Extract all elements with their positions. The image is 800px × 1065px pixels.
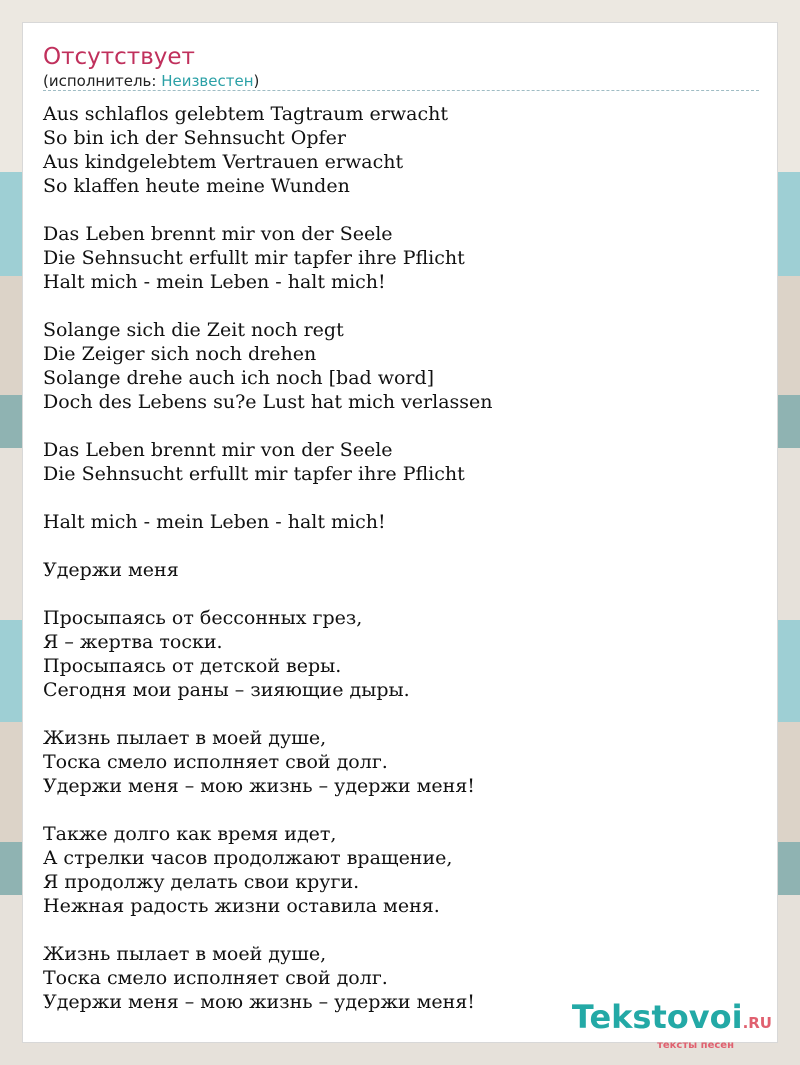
lyrics-text [43,102,759,1014]
lyric-line: Solange drehe auch ich noch [bad word] [43,367,435,389]
lyric-line: Удержи меня – мою жизнь – удержи меня! [43,991,475,1013]
lyrics-card [22,22,778,1043]
lyric-line: Aus kindgelebtem Vertrauen erwacht [43,151,404,173]
lyric-line: Просыпаясь от детской веры. [43,655,342,677]
lyric-line: А стрелки часов продолжают вращение, [43,847,453,869]
stanza-break [43,582,759,606]
lyric-line: Die Sehnsucht erfullt mir tapfer ihre Pflicht [43,247,465,269]
lyric-line: Удержи меня [43,559,179,581]
lyric-line: Жизнь пылает в моей душе, [43,943,327,965]
lyric-line: So klaffen heute meine Wunden [43,175,350,197]
stanza-break [43,294,759,318]
artist-link[interactable]: Неизвестен [161,72,254,90]
stanza-break [43,918,759,942]
stanza-break [43,486,759,510]
lyric-line: Das Leben brennt mir von der Seele [43,223,393,245]
lyric-line: Aus schlaflos gelebtem Tagtraum erwacht [43,103,448,125]
title-divider [43,90,759,91]
lyric-line: Die Sehnsucht erfullt mir tapfer ihre Pflicht [43,463,465,485]
lyric-line: Я – жертва тоски. [43,631,223,653]
lyric-line: Das Leben brennt mir von der Seele [43,439,393,461]
lyric-line: Просыпаясь от бессонных грез, [43,607,363,629]
site-logo[interactable] [572,1000,772,1051]
lyric-line: Тоска смело исполняет свой долг. [43,967,388,989]
logo-tld: .RU [742,1014,772,1032]
lyric-line: Halt mich - mein Leben - halt mich! [43,511,386,533]
lyric-line: Жизнь пылает в моей душе, [43,727,327,749]
artist-prefix: (исполнитель: [43,72,162,90]
logo-wordmark [572,1000,772,1040]
stanza-break [43,414,759,438]
artist-suffix: ) [253,72,260,90]
logo-name: Tekstovoi [571,998,743,1036]
stanza-break [43,198,759,222]
logo-tagline: тексты песен [657,1040,734,1051]
lyric-line: Solange sich die Zeit noch regt [43,319,344,341]
lyric-line: Doch des Lebens su?e Lust hat mich verlassen [43,391,493,413]
stanza-break [43,534,759,558]
stanza-break [43,798,759,822]
lyric-line: Тоска смело исполняет свой долг. [43,751,388,773]
lyric-line: Удержи меня – мою жизнь – удержи меня! [43,775,475,797]
stanza-break [43,702,759,726]
lyric-line: Die Zeiger sich noch drehen [43,343,317,365]
lyric-line: Также долго как время идет, [43,823,337,845]
lyric-line: Halt mich - mein Leben - halt mich! [43,271,386,293]
lyric-line: So bin ich der Sehnsucht Opfer [43,127,346,149]
lyric-line: Нежная радость жизни оставила меня. [43,895,440,917]
lyric-line: Я продолжу делать свои круги. [43,871,360,893]
song-title: Отсутствует [43,44,195,70]
artist-line [43,72,259,90]
lyric-line: Сегодня мои раны – зияющие дыры. [43,679,410,701]
